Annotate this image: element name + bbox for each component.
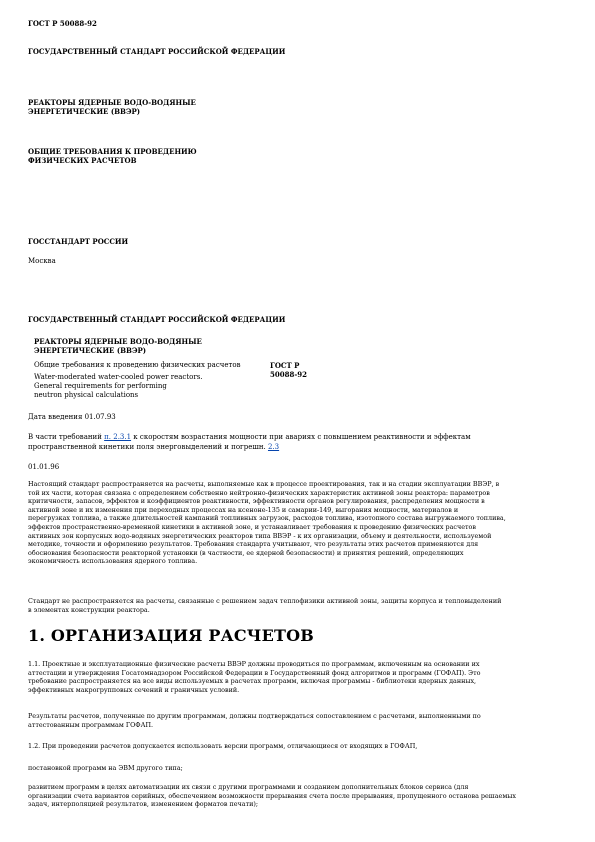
clause-line: задач, интерполяцией результатов, изменением форматов печати); (28, 800, 259, 809)
scope-line: Настоящий стандарт распространяется на расчеты, выполняемые как в процессе проектирования, так и на стадии эксплуатации ВВЭР, в (28, 480, 500, 488)
results-paragraph (28, 712, 481, 729)
scope-line: критичности, запасов, эффектов и коэффициентов реактивности, эффективности органов регулирования, распределения мощности в (28, 497, 485, 506)
block-state-standard: ГОСУДАРСТВЕННЫЙ СТАНДАРТ РОССИЙСКОЙ ФЕДЕРАЦИИ (28, 315, 286, 324)
gost-number-line1: ГОСТ Р (270, 361, 300, 370)
scope-line: активной зоне и их изменения при переходных процессах на ксеноне-135 и самарии-149, выгорания мощности, материалов и (28, 505, 459, 514)
scope-line: экономичность использования ядерного топлива. (28, 557, 198, 566)
clause-line: организации счета вариантов серийных, обеспечением возможности прерывания счета после прерывания, пропущенного останова решаемых (28, 791, 516, 800)
partial-requirements-line2 (28, 443, 279, 452)
block-en-line2: General requirements for performing (34, 382, 167, 390)
scope-paragraph (28, 480, 573, 566)
block-reactors-line1: РЕАКТОРЫ ЯДЕРНЫЕ ВОДО-ВОДЯНЫЕ (34, 337, 202, 346)
section-1-heading: 1. ОРГАНИЗАЦИЯ РАСЧЕТОВ (28, 626, 314, 645)
scope-line: эффектов пространственно-временной кинетики в активной зоне, и устанавливает требования к проведению физических расчетов (28, 522, 476, 531)
block-en-line1: Water-moderated water-cooled power reactors. (34, 373, 203, 381)
clause-line: 1.1. Проектные и эксплуатационные физические расчеты ВВЭР должны проводиться по программам, включенным на основании их (28, 660, 480, 668)
introduction-date (28, 413, 116, 422)
date-label: Дата введения (28, 413, 83, 421)
second-date: 01.01.96 (28, 463, 60, 471)
scope-line: активных зон корпусных водо-водяных энергетических реакторов типа ВВЭР - к их организации, объему и деятельности, используемой (28, 531, 492, 540)
clause-line: эффективных макрогрупповых сечений и граничных условий. (28, 685, 240, 694)
clause-line: требование распространяется на все виды используемых в расчетах программ, включая программы - библиотеки ядерных данных, (28, 677, 477, 686)
clause-1-2-item2 (28, 783, 516, 809)
clause-line: развитием программ в целях автоматизации их связи с другими программами и созданием дополнительных блоков сервиса (для (28, 783, 469, 791)
clause-1-2-item1: постановкой программ на ЭВМ другого типа; (28, 764, 183, 772)
link-clause-2-3[interactable]: 2.3 (267, 443, 280, 451)
doc-code: ГОСТ Р 50088-92 (28, 19, 97, 28)
link-clause-2-3-1[interactable]: п. 2.3.1 (104, 433, 132, 441)
scope-line: обоснования безопасности реакторной установки (в частности, ее ядерной безопасности) и принятия решений, определяющих (28, 548, 464, 557)
not-apply-paragraph (28, 597, 501, 614)
block-en-line3: neutron physical calculations (34, 391, 139, 399)
block-ru-title: Общие требования к проведению физических расчетов (34, 361, 241, 369)
requirements-title-line1: ОБЩИЕ ТРЕБОВАНИЯ К ПРОВЕДЕНИЮ (28, 147, 197, 156)
part-line2-text: пространственной кинетики поля энерговыделений и погрешн. (28, 443, 266, 451)
clause-1-2: 1.2. При проведении расчетов допускается использовать версии программ, отличающиеся от входящих в ГОФАП, (28, 742, 418, 750)
gost-number-line2: 50088-92 (270, 370, 307, 379)
clause-line: аттестации и утверждения Госатомнадзором Российской Федерации в Государственный фонд алгоритмов и программ (ГОФАП). Это (28, 668, 481, 677)
partial-requirements-line1 (28, 433, 573, 442)
scope-line: методике, точности и оформлению результатов. Требования стандарта учитывают, что результаты этих расчетов применяются для (28, 540, 479, 549)
not-apply-line1: Стандарт не распространяется на расчеты, связанные с решением задач теплофизики активной зоны, защиты корпуса и тепловыделений (28, 597, 502, 605)
part-prefix: В части требований (28, 433, 102, 441)
reactors-title-line1: РЕАКТОРЫ ЯДЕРНЫЕ ВОДО-ВОДЯНЫЕ (28, 98, 196, 107)
scope-line: той их части, которая связана с определением собственно нейтронно-физических характеристик активной зоны реактора: параметров (28, 488, 490, 497)
state-standard-title: ГОСУДАРСТВЕННЫЙ СТАНДАРТ РОССИЙСКОЙ ФЕДЕРАЦИИ (28, 47, 286, 56)
clause-1-1 (28, 660, 480, 694)
date-value: 01.07.93 (84, 413, 116, 421)
part-middle: к скоростям возрастания мощности при авариях с повышением реактивности и эффектам (133, 433, 471, 441)
clause-line: Результаты расчетов, полученные по другим программам, должны подтверждаться сопоставлением с расчетами, выполненными по (28, 712, 481, 720)
not-apply-line2: в элементах конструкции реактора. (28, 605, 150, 614)
reactors-title-line2: ЭНЕРГЕТИЧЕСКИЕ (ВВЭР) (28, 107, 141, 116)
city-label: Москва (28, 257, 56, 265)
clause-line: аттестованным программам ГОФАП. (28, 720, 154, 729)
scope-line: перегрузках топлива, а также длительностей кампаний топливных загрузок, расходов топлива, изотопного состава выгружаемого топлива, (28, 514, 506, 523)
gosstandart-label: ГОССТАНДАРТ РОССИИ (28, 237, 129, 246)
block-reactors-line2: ЭНЕРГЕТИЧЕСКИЕ (ВВЭР) (34, 346, 147, 355)
requirements-title-line2: ФИЗИЧЕСКИХ РАСЧЕТОВ (28, 156, 137, 165)
